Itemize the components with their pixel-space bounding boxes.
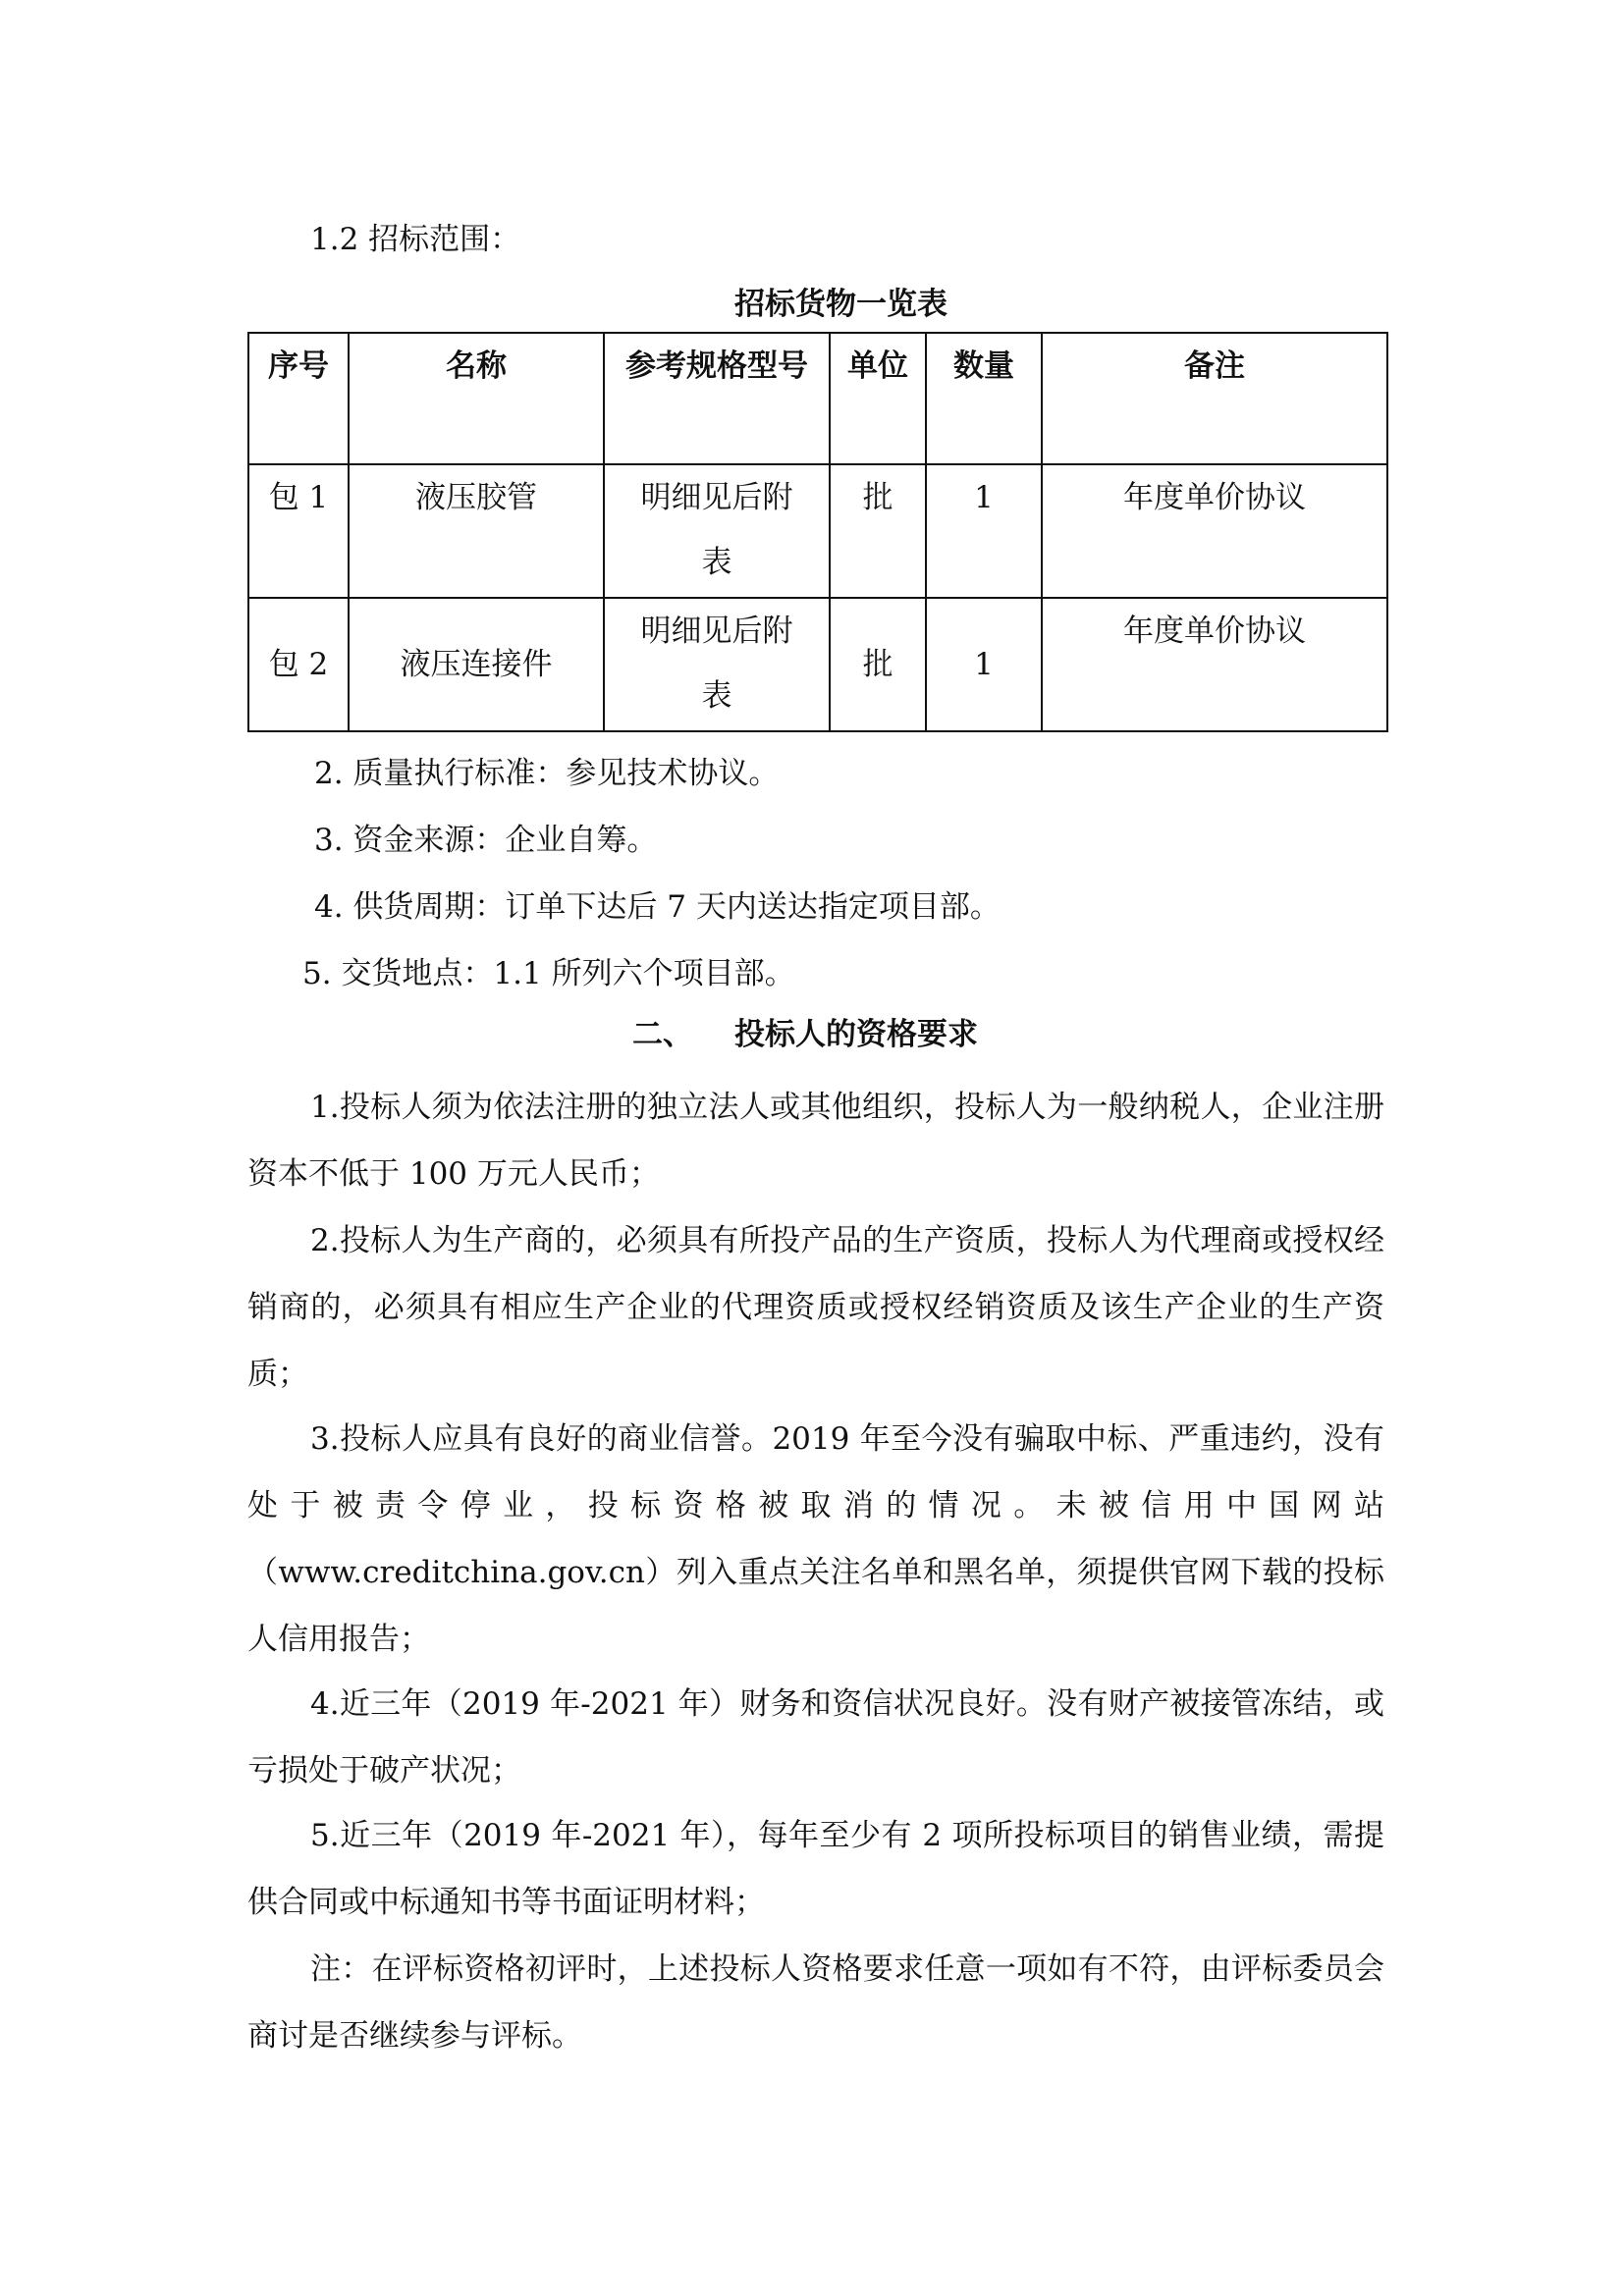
item-delivery-period: 4. 供货周期：订单下达后 7 天内送达指定项目部。: [314, 889, 1001, 925]
cell-qty: 1: [926, 464, 1042, 598]
header-name: 名称: [349, 333, 604, 464]
header-unit: 单位: [830, 333, 926, 464]
table-row: [248, 464, 1387, 598]
cell-spec: 明细见后附表: [604, 598, 830, 731]
item-funding-source: 3. 资金来源：企业自筹。: [314, 823, 658, 858]
requirement-credit: 3.投标人应具有良好的商业信誉。2019 年至今没有骗取中标、严重违约，没有处于被责令停业，投标资格被取消的情况。未被信用中国网站（www.creditchina.gov.cn）列入重点关注名单和黑名单，须提供官网下载的投标人信用报告；: [247, 1421, 1384, 1657]
requirement-note: 注：在评标资格初评时，上述投标人资格要求任意一项如有不符，由评标委员会商讨是否继续参与评标。: [247, 1951, 1384, 2054]
cell-spec: 明细见后附表: [604, 464, 830, 598]
cell-seq: 包 1: [248, 464, 349, 598]
cell-unit: 批: [830, 464, 926, 598]
cell-remark: 年度单价协议: [1042, 598, 1387, 731]
header-remark: 备注: [1042, 333, 1387, 464]
section-number: 二、: [632, 1017, 693, 1052]
table-row: [248, 598, 1387, 731]
requirement-performance: 5.近三年（2019 年-2021 年），每年至少有 2 项所投标项目的销售业绩，需提供合同或中标通知书等书面证明材料；: [247, 1818, 1384, 1920]
header-seq: 序号: [248, 333, 349, 464]
cell-remark: 年度单价协议: [1042, 464, 1387, 598]
table-title: 招标货物一览表: [734, 287, 947, 322]
cell-name: 液压连接件: [349, 598, 604, 731]
header-qty: 数量: [926, 333, 1042, 464]
cell-name: 液压胶管: [349, 464, 604, 598]
goods-table: [247, 332, 1388, 732]
header-spec-text: 参考规格型号: [625, 348, 808, 384]
cell-seq: 包 2: [248, 598, 349, 731]
cell-unit: 批: [830, 598, 926, 731]
header-spec: [604, 333, 830, 464]
item-quality-standard: 2. 质量执行标准：参见技术协议。: [314, 756, 780, 791]
section-title: 投标人的资格要求: [734, 1017, 978, 1052]
item-delivery-location: 5. 交货地点：1.1 所列六个项目部。: [302, 956, 795, 991]
requirement-finance: 4.近三年（2019 年-2021 年）财务和资信状况良好。没有财产被接管冻结，或亏损处于破产状况；: [247, 1686, 1384, 1789]
requirement-registration: 1.投标人须为依法注册的独立法人或其他组织，投标人为一般纳税人，企业注册资本不低于 100 万元人民币；: [247, 1090, 1384, 1192]
requirement-qualification: 2.投标人为生产商的，必须具有所投产品的生产资质，投标人为代理商或授权经销商的，必须具有相应生产企业的代理资质或授权经销资质及该生产企业的生产资质；: [247, 1223, 1384, 1392]
section-heading: [0, 1015, 1624, 1054]
table-header-row: [248, 333, 1387, 464]
cell-qty: 1: [926, 598, 1042, 731]
scope-label: 1.2 招标范围：: [310, 222, 521, 257]
